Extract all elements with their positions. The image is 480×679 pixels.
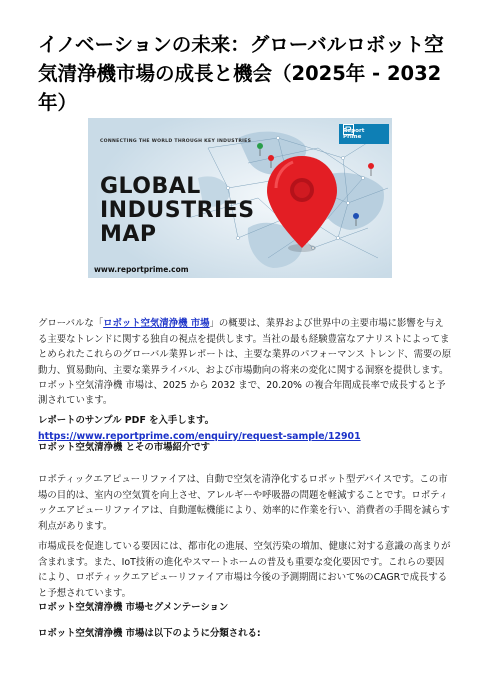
section-heading-segmentation: ロボット空気清浄機 市場セグメンテーション bbox=[38, 602, 229, 613]
intro-prefix: グローバルな「 bbox=[38, 318, 104, 330]
paragraph-growth-factors: 市場成長を促進している要因には、都市化の進展、空気汚染の増加、健康に対する意識の高まりが含まれます。また、IoT技術の進化やスマートホームの普及も重要な変化要因です。これらの要因により、ロボティックエアピューリファイア市場は今後の予測期間において%のCAGRで成長すると予想されています。 bbox=[38, 541, 451, 599]
section-heading-intro: ロボット空気清浄機 とその市場紹介です bbox=[38, 442, 211, 453]
hero-heading-line1: GLOBAL bbox=[100, 174, 201, 199]
hero-heading-line3: MAP bbox=[100, 222, 157, 247]
sample-label: レポートのサンプル PDF を入手します。 bbox=[38, 415, 214, 427]
intro-paragraph bbox=[38, 316, 452, 408]
paragraph-definition: ロボティックエアピューリファイアは、自動で空気を清浄化するロボット型デバイスです。この市場の目的は、室内の空気質を向上させ、アレルギーや呼吸器の問題を軽減することです。ロボティックエアピューリファイアは、自動運転機能により、効率的に作業を行い、消費者の手間を減らす利点があります。 bbox=[38, 474, 450, 532]
hero-url: www.reportprime.com bbox=[94, 265, 189, 274]
logo-icon bbox=[343, 124, 354, 135]
hero-heading-line2: INDUSTRIES bbox=[100, 198, 255, 223]
market-link[interactable]: ロボット空気清浄機 市場 bbox=[103, 318, 210, 330]
logo-text-line1: Report bbox=[343, 127, 365, 134]
intro-suffix: 」の概要は、業界および世界中の主要市場に影響を与える主要なトレンドに関する独自の視点を提供します。当社の最も経験豊富なアナリストによってまとめられたこれらのグローバル業界レポートは、主要な業界のパフォーマンス トレンド、需要の原動力、貿易動向、主要な業界ライバル、および市場動向の将来の変化に関する洞察を提供します。ロボット空気清浄機 市場は、2025 から 2032 まで、20.20% の複合年間成長率で成長すると予測されています。 bbox=[38, 318, 452, 407]
hero-banner-image bbox=[88, 118, 392, 278]
report-prime-logo bbox=[339, 124, 389, 144]
section-heading-classification: ロボット空気清浄機 市場は以下のように分類される: bbox=[38, 628, 261, 639]
logo-text-line2: Prime bbox=[343, 134, 362, 140]
sample-link[interactable]: https://www.reportprime.com/enquiry/request-sample/12901 bbox=[38, 430, 361, 442]
hero-tagline: CONNECTING THE WORLD THROUGH KEY INDUSTRIES bbox=[100, 139, 252, 144]
page-title: イノベーションの未来：グローバルロボット空気清浄機市場の成長と機会（2025年 - 2032年） bbox=[38, 33, 444, 114]
